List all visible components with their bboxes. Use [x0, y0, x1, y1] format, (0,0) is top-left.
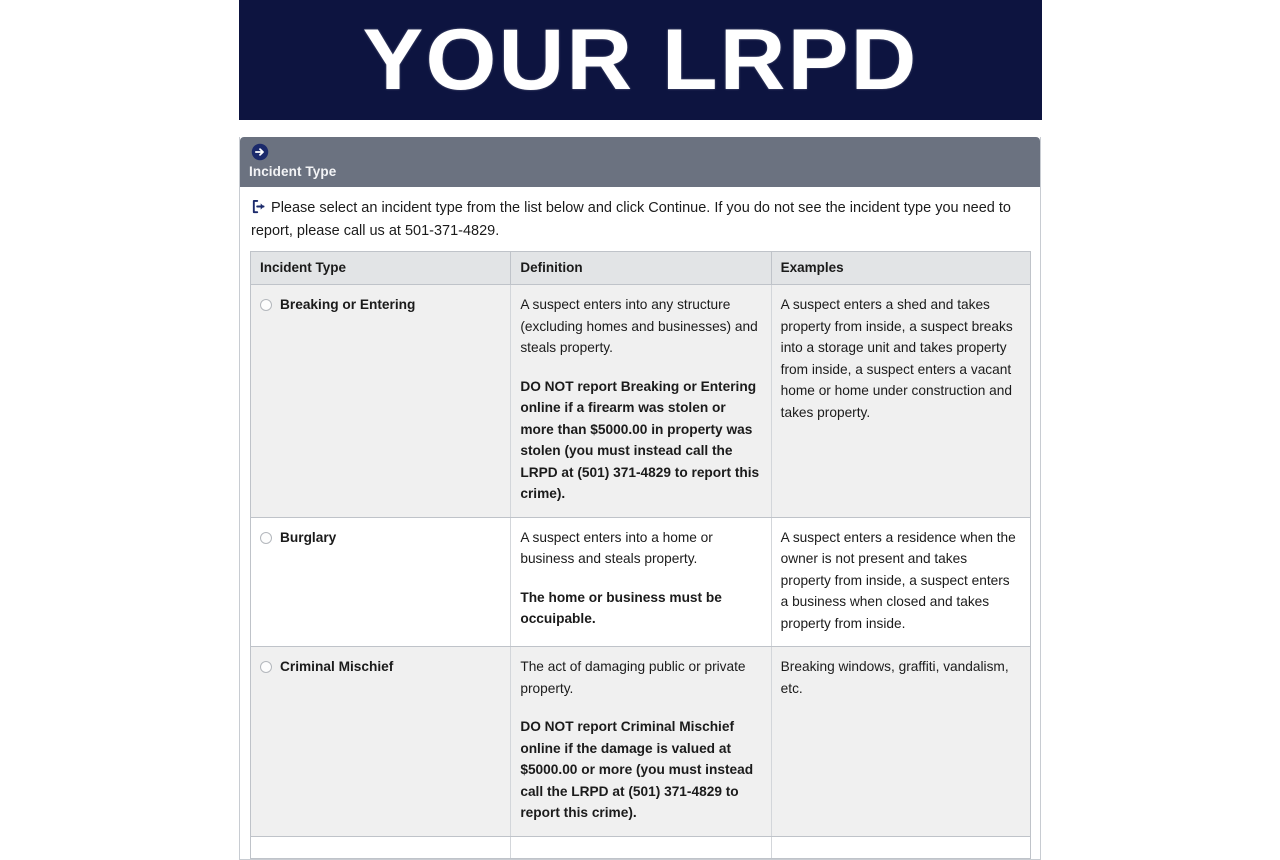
card-body [240, 187, 1040, 859]
incident-type-option[interactable] [260, 294, 501, 315]
card-header-title: Incident Type [249, 164, 337, 179]
incident-type-label: Criminal Mischief [280, 659, 394, 674]
definition-cell [511, 285, 771, 518]
incident-type-radio[interactable] [260, 661, 272, 673]
site-banner [0, 0, 1280, 121]
incident-type-label: Burglary [280, 529, 337, 545]
incident-type-option[interactable] [260, 656, 501, 677]
incident-type-label: Breaking or Entering [280, 297, 416, 312]
column-header-incident-type: Incident Type [251, 252, 511, 285]
incident-type-cell[interactable] [251, 647, 511, 837]
table-body [251, 285, 1031, 859]
examples-cell [771, 285, 1030, 518]
warning-paragraph: The home or business must be occuipable. [520, 589, 722, 626]
table-row[interactable] [251, 517, 1031, 647]
examples-cell [771, 517, 1030, 647]
warning-paragraph: DO NOT report Breaking or Entering online if a firearm was stolen or more than $5000.00 in property was stolen (you must instead call the LRPD at (501) 371-4829 to report this crime). [520, 378, 760, 501]
examples-cell [771, 647, 1030, 837]
incident-type-radio[interactable] [260, 532, 272, 544]
table-head [251, 252, 1031, 285]
incident-type-cell[interactable] [251, 836, 511, 858]
sign-in-arrow-icon [251, 200, 271, 216]
incident-type-cell[interactable] [251, 285, 511, 518]
paragraph: The act of damaging public or private property. [520, 659, 746, 696]
table-header-row [251, 252, 1031, 285]
banner-title: YOUR LRPD [362, 12, 919, 108]
incident-type-cell[interactable] [251, 517, 511, 647]
instruction-text-block [251, 197, 1023, 242]
definition-cell [511, 836, 771, 858]
paragraph: A suspect enters a shed and takes property from inside, a suspect breaks into a storage unit and takes property from inside, a suspect enters a vacant home or home under construction and takes property. [780, 297, 1013, 420]
definition-cell [511, 647, 771, 837]
paragraph: Breaking windows, graffiti, vandalism, etc. [780, 659, 1009, 696]
paragraph: A suspect enters a residence when the owner is not present and takes property from inside, a suspect enters a business when closed and takes property from inside. [780, 529, 1016, 631]
warning-paragraph: DO NOT report Criminal Mischief online if the damage is valued at $5000.00 or more (you must instead call the LRPD at (501) 371-4829 to report this crime). [520, 719, 754, 820]
paragraph: A suspect enters into any structure (excluding homes and businesses) and steals property. [520, 297, 758, 355]
column-header-definition: Definition [511, 252, 771, 285]
table-row[interactable] [251, 836, 1031, 858]
examples-cell [771, 836, 1030, 858]
circle-arrow-right-icon [249, 143, 1040, 161]
instruction-text: Please select an incident type from the list below and click Continue. If you do not see the incident type you need to report, please call us at 501-371-4829. [251, 200, 1011, 239]
table-row[interactable] [251, 647, 1031, 837]
incident-type-option[interactable] [260, 527, 501, 548]
lrpd-banner-block [239, 0, 1042, 120]
card-header [240, 137, 1040, 187]
incident-type-table [250, 251, 1031, 859]
paragraph: A suspect enters into a home or business and steals property. [520, 529, 713, 566]
incident-type-card [239, 137, 1041, 860]
column-header-examples: Examples [771, 252, 1030, 285]
table-row[interactable] [251, 285, 1031, 518]
definition-cell [511, 517, 771, 647]
incident-type-radio[interactable] [260, 299, 272, 311]
